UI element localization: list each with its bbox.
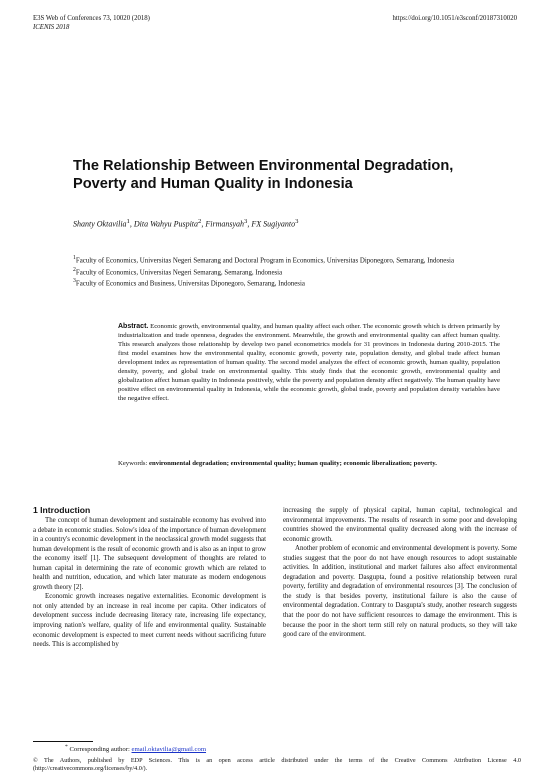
section-number: 1 <box>33 505 38 515</box>
email-link[interactable]: email.oktavilia@gmail.com <box>131 746 207 754</box>
journal-citation: E3S Web of Conferences 73, 10020 (2018) <box>33 15 150 22</box>
keywords <box>118 459 500 468</box>
paragraph: Another problem of economic and environmental development is poverty. Some studies suggest that the poor do not have enough resources to adopt sustainable activities. In addition, institutional and market failures also affect environmental degradation and poverty. Dasgupta, found a positive relationship between rural poverty, fertility and degradation of environmental resources [3]. The conclusion of the study is that besides poverty, institutional failure is also the cause of environmental degradation. Contrary to Dasgupta's study, another research suggests that the poor do not have sufficient resources to damage the environment. This is because the poor in the short term still rely on natural products, so they will take good care of the environment. <box>283 545 517 639</box>
author-name: FX Sugiyanto <box>251 219 296 229</box>
license-notice: © The Authors, published by EDP Sciences. This is an open access article distributed under the terms of the Creative Commons Attribution License 4.0 (http://creativecommons.org/licenses/by/4.0/). <box>33 757 521 772</box>
right-column <box>283 506 517 640</box>
paper-title: The Relationship Between Environmental Degradation, Poverty and Human Quality in Indonesia <box>73 158 454 192</box>
author-affil-mark: 3 <box>295 218 299 225</box>
section-heading <box>33 505 90 515</box>
footnote <box>65 744 206 753</box>
author-affil-mark: 3 <box>244 218 248 225</box>
left-column <box>33 516 266 650</box>
paragraph: The concept of human development and sustainable economy has evolved into a debate in economic studies. Solow's idea of the importance of human development in a country's economic development in the neoclassical growth model suggests that human development is the result of economic growth and is also as an input to grow the economy itself [1]. The subsequent development of thoughts are related to human capital in determining the rate of economic growth which are related to health and nutrition, education, and which later maturate as modern endogenous growth theory [2]. <box>33 517 266 591</box>
footnote-rule <box>33 741 93 742</box>
abstract-text: Economic growth, environmental quality, and human quality affect each other. The economic growth which is driven primarily by industrialization and trade openness, degrades the environment. Meanwhile, the growth and environmental quality can affect human quality. This research analyzes those relationship by develop two panel econometrics models for 31 provinces in Indonesia during 2010-2015. The first model examines how the environmental quality, economic growth, poverty rate, population density, and global trade affect human development index as representation of human quality. The second model analyzes the effect of economic growth, human quality, population density, poverty, and global trade on environmental quality. This study finds that the economic growth, environmental quality and globalization affect human quality in Indonesia positively, while the poverty and population density affect negatively. The human quality have positive effect on environmental quality in Indonesia, while the economic growth, global trade, poverty and population density variables have the negative effect. <box>118 323 500 403</box>
footnote-label: Corresponding author: <box>69 746 132 754</box>
conference-name: ICENIS 2018 <box>33 24 70 31</box>
section-title: Introduction <box>40 505 91 515</box>
affiliation-item: $^3$Faculty of Economics and Business, Universitas Diponegoro, Semarang, Indonesia <box>73 278 305 288</box>
keywords-label: Keywords: <box>118 460 148 467</box>
paragraph: Economic growth increases negative externalities. Economic development is not only attended by an increase in real income per capita. Other indicators of development success include decreasing literacy rate, increasing life expectancy, improving nation's welfare, quality of life and environmental quality. Sustainable economic development is expected to meet current needs without sacrificing future needs. This is accomplished by <box>33 593 266 649</box>
paragraph: increasing the supply of physical capital, human capital, technological and environmental improvements. The results of research in some poor and developing countries showed the environmental quality decreased along with the increase of economic growth. <box>283 507 517 543</box>
author-list: Shanty Oktavilia$^1$, Dita Wahyu Puspita$^2$, Firmansyah$^3$, FX Sugiyanto$^3$ <box>73 218 299 229</box>
author-affil-mark: 1 <box>126 218 130 225</box>
author-affil-mark: 2 <box>198 218 202 225</box>
affiliation-item: $^2$Faculty of Economics, Universitas Negeri Semarang, Semarang, Indonesia <box>73 266 283 276</box>
abstract <box>118 322 500 403</box>
author-name: Shanty Oktavilia <box>73 219 127 229</box>
affiliations <box>73 254 493 289</box>
abstract-label: Abstract. <box>118 323 149 330</box>
footnote-marker: * <box>65 744 68 750</box>
author-name: Firmansyah <box>205 219 245 229</box>
author-name: Dita Wahyu Puspita <box>133 219 199 229</box>
doi-link[interactable]: https://doi.org/10.1051/e3sconf/20187310020 <box>392 15 517 22</box>
affiliation-item: $^1$Faculty of Economics, Universitas Negeri Semarang and Doctoral Program in Economics, Universitas Diponegoro, Semarang, Indonesia <box>73 255 454 265</box>
keywords-text: environmental degradation; environmental quality; human quality; economic liberalization; poverty. <box>149 460 437 467</box>
